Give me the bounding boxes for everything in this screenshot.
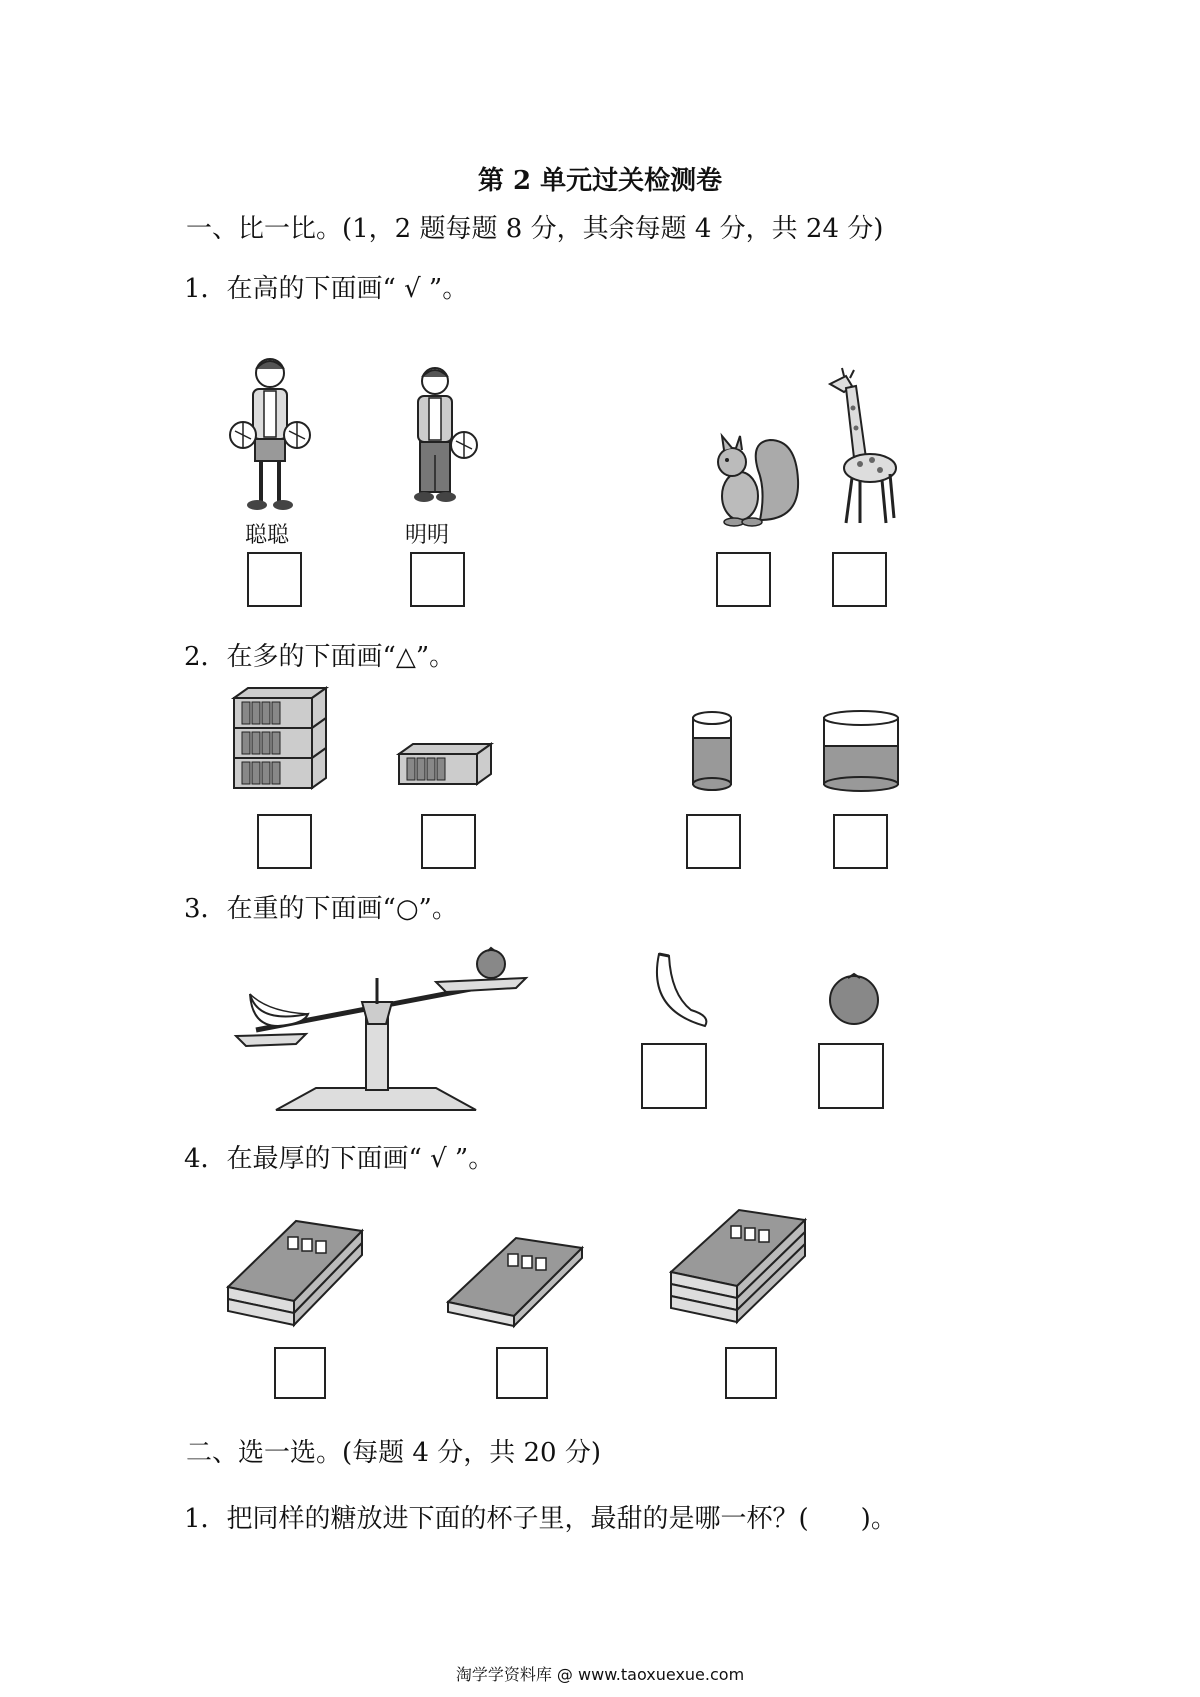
- bookshelf-icon: [395, 744, 495, 788]
- orange-icon: [826, 970, 882, 1026]
- answer-box[interactable]: [832, 552, 887, 607]
- bookshelf-icon: [230, 688, 330, 798]
- glass-icon: [823, 710, 899, 790]
- glass-icon: [692, 710, 732, 790]
- question-2-1: 1．把同样的糖放进下面的杯子里，最甜的是哪一杯？( )。: [184, 1504, 897, 1534]
- footer-watermark: 淘学学资料库 @ www.taoxuexue.com: [455, 1665, 745, 1684]
- question-1-1: 1．在高的下面画“ √ ”。: [184, 274, 469, 304]
- question-1-2: 2．在多的下面画“△”。: [184, 642, 456, 672]
- label-mingming: 明明: [405, 523, 450, 548]
- answer-box[interactable]: [496, 1347, 548, 1399]
- boy-icon: [225, 355, 315, 515]
- answer-box[interactable]: [257, 814, 312, 869]
- orange-icon: [474, 945, 508, 979]
- book-icon: [226, 1217, 366, 1327]
- answer-box[interactable]: [410, 552, 465, 607]
- page-title: 第 2 单元过关检测卷: [477, 166, 723, 196]
- squirrel-icon: [700, 430, 810, 530]
- answer-box[interactable]: [725, 1347, 777, 1399]
- giraffe-icon: [820, 368, 900, 533]
- question-1-3: 3．在重的下面画“○”。: [184, 894, 458, 924]
- answer-box[interactable]: [641, 1043, 707, 1109]
- book-icon: [669, 1208, 809, 1330]
- answer-box[interactable]: [833, 814, 888, 869]
- section-heading-1: 一、比一比。(1，2 题每题 8 分，其余每题 4 分，共 24 分): [186, 214, 884, 244]
- banana-icon: [248, 990, 310, 1030]
- question-1-4: 4．在最厚的下面画“ √ ”。: [184, 1144, 495, 1174]
- answer-box[interactable]: [421, 814, 476, 869]
- answer-box[interactable]: [716, 552, 771, 607]
- answer-box[interactable]: [818, 1043, 884, 1109]
- section-heading-2: 二、选一选。(每题 4 分，共 20 分): [186, 1438, 601, 1468]
- answer-box[interactable]: [686, 814, 741, 869]
- answer-box[interactable]: [247, 552, 302, 607]
- book-icon: [446, 1236, 586, 1328]
- boy-icon: [390, 365, 480, 515]
- banana-icon: [651, 950, 711, 1030]
- label-congcong: 聪聪: [245, 523, 290, 548]
- answer-box[interactable]: [274, 1347, 326, 1399]
